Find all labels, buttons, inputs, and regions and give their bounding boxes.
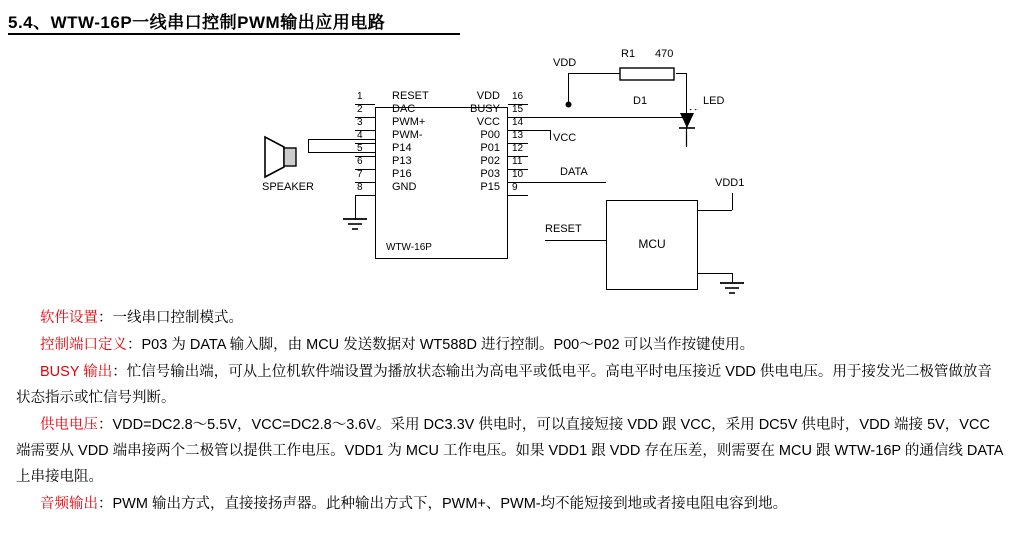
wire-led-cathode-down [686, 117, 687, 147]
desc-head-supply: 供电电压 [40, 417, 98, 433]
desc-head-control-port: 控制端口定义 [40, 337, 127, 353]
net-label-reset: RESET [545, 223, 582, 235]
wtw16p-chip-label: WTW-16P [386, 242, 432, 253]
pin-label-gnd: GND [392, 181, 417, 193]
desc-body-busy: ：忙信号输出端，可从上位机软件端设置为播放状态输出为高电平或低电平。高电平时电压接近 VDD 供电电压。用于接发光二极管做放音状态指示或忙信号判断。 [16, 364, 992, 406]
desc-line-audio [16, 491, 1006, 517]
pin-label-vcc: VCC [476, 116, 500, 128]
net-label-vdd: VDD [553, 57, 577, 69]
ground-symbol-chip [340, 217, 370, 233]
pin-number-14: 14 [512, 117, 524, 128]
pin-number-11: 11 [512, 156, 523, 167]
desc-head-audio: 音频输出 [40, 496, 98, 512]
title-underline [8, 33, 460, 35]
pin-label-pwm-plus: PWM+ [392, 116, 426, 128]
pin-number-1: 1 [357, 91, 363, 102]
resistor-r1-value: 470 [655, 48, 674, 60]
net-label-data: DATA [560, 166, 588, 178]
net-label-vdd1: VDD1 [715, 177, 745, 189]
pin-number-13: 13 [512, 130, 524, 141]
led-label: LED [703, 95, 725, 107]
pin-wire-right-9 [508, 195, 528, 196]
pin-label-dac: DAC [392, 103, 416, 115]
pin-label-p02: P02 [480, 155, 500, 167]
pin-number-7: 7 [357, 169, 363, 180]
wire-vcc [528, 130, 550, 131]
pin-label-p13: P13 [392, 155, 412, 167]
pin-number-12: 12 [512, 143, 524, 154]
pin-number-4: 4 [357, 130, 363, 141]
wire-speaker-link [308, 139, 309, 152]
resistor-r1-symbol [618, 64, 676, 83]
desc-body-software: ：一线串口控制模式。 [98, 310, 243, 326]
pin-label-p00: P00 [480, 129, 500, 141]
wire-reset-line [545, 240, 606, 241]
wire-speaker-pwm-plus [308, 139, 375, 140]
pin-label-p15: P15 [480, 181, 500, 193]
pin-number-8: 8 [357, 182, 363, 193]
speaker-icon [262, 133, 308, 181]
wire-led-top [686, 73, 687, 113]
pin-label-p14: P14 [392, 142, 412, 154]
schematic-diagram [0, 45, 1018, 295]
pin-number-5: 5 [357, 143, 363, 154]
page-title: 5.4、WTW-16P一线串口控制PWM输出应用电路 [8, 13, 386, 32]
wire-mcu-gnd [698, 273, 732, 274]
pin-number-15: 15 [512, 104, 524, 115]
pin-label-reset: RESET [392, 90, 429, 102]
pin-number-6: 6 [357, 156, 363, 167]
junction-dot-vdd [564, 100, 573, 109]
pin-number-2: 2 [357, 104, 363, 115]
wire-vdd1-rail [732, 193, 733, 210]
pin-label-pwm-minus: PWM- [392, 129, 423, 141]
pin-label-p01: P01 [480, 142, 500, 154]
desc-line-software [16, 305, 1006, 331]
wire-speaker-pwm-minus [308, 152, 375, 153]
desc-body-audio: ：PWM 输出方式，直接接扬声器。此种输出方式下，PWM+、PWM-均不能短接到地或者接电阻电容到地。 [98, 496, 788, 512]
led-ref-d1: D1 [633, 95, 648, 107]
pin-number-16: 16 [512, 91, 524, 102]
pin-label-busy: BUSY [470, 103, 500, 115]
wire-mcu-vdd1 [698, 210, 732, 211]
led-d1-symbol [672, 109, 702, 149]
desc-line-supply [16, 412, 1006, 490]
wire-vcc-stub [550, 130, 551, 140]
resistor-r1-ref: R1 [621, 48, 636, 60]
mcu-chip-label: MCU [638, 237, 666, 251]
net-label-vcc: VCC [553, 132, 577, 144]
wire-busy-to-led [528, 117, 686, 118]
pin-label-p16: P16 [392, 168, 412, 180]
speaker-label: SPEAKER [262, 181, 314, 193]
wire-vdd-to-resistor [568, 73, 620, 74]
desc-head-software: 软件设置 [40, 310, 98, 326]
pin-number-10: 10 [512, 169, 524, 180]
desc-line-control-port [16, 332, 1006, 358]
pin-wire-right-10 [508, 182, 528, 183]
pin-wire-left-8 [355, 195, 375, 196]
pin-label-p03: P03 [480, 168, 500, 180]
ground-symbol-mcu [717, 281, 747, 297]
desc-head-busy: BUSY 输出 [40, 364, 113, 380]
pin-number-3: 3 [357, 117, 363, 128]
desc-line-busy [16, 359, 1006, 411]
description-block [16, 305, 1006, 518]
pin-label-vdd: VDD [476, 90, 500, 102]
wire-data-line [528, 182, 606, 183]
desc-body-control-port: ：P03 为 DATA 输入脚，由 MCU 发送数据对 WT588D 进行控制。P00～P02 可以当作按键使用。 [127, 337, 755, 353]
pin-number-9: 9 [512, 182, 518, 193]
desc-body-supply: ：VDD=DC2.8～5.5V，VCC=DC2.8～3.6V。采用 DC3.3V 供电时，可以直接短接 VDD 跟 VCC，采用 DC5V 供电时，VDD 端接 5V，VCC 端需要从 VDD 端串接两个二极管以提供工作电压。VDD1 为 MCU 工作电压。如果 VDD1 跟 VDD 存在压差，则需要在 MCU 跟 WTW-16P 的通信线 DATA 上串接电阻。 [16, 417, 1003, 485]
wire-resistor-to-led [676, 73, 686, 74]
